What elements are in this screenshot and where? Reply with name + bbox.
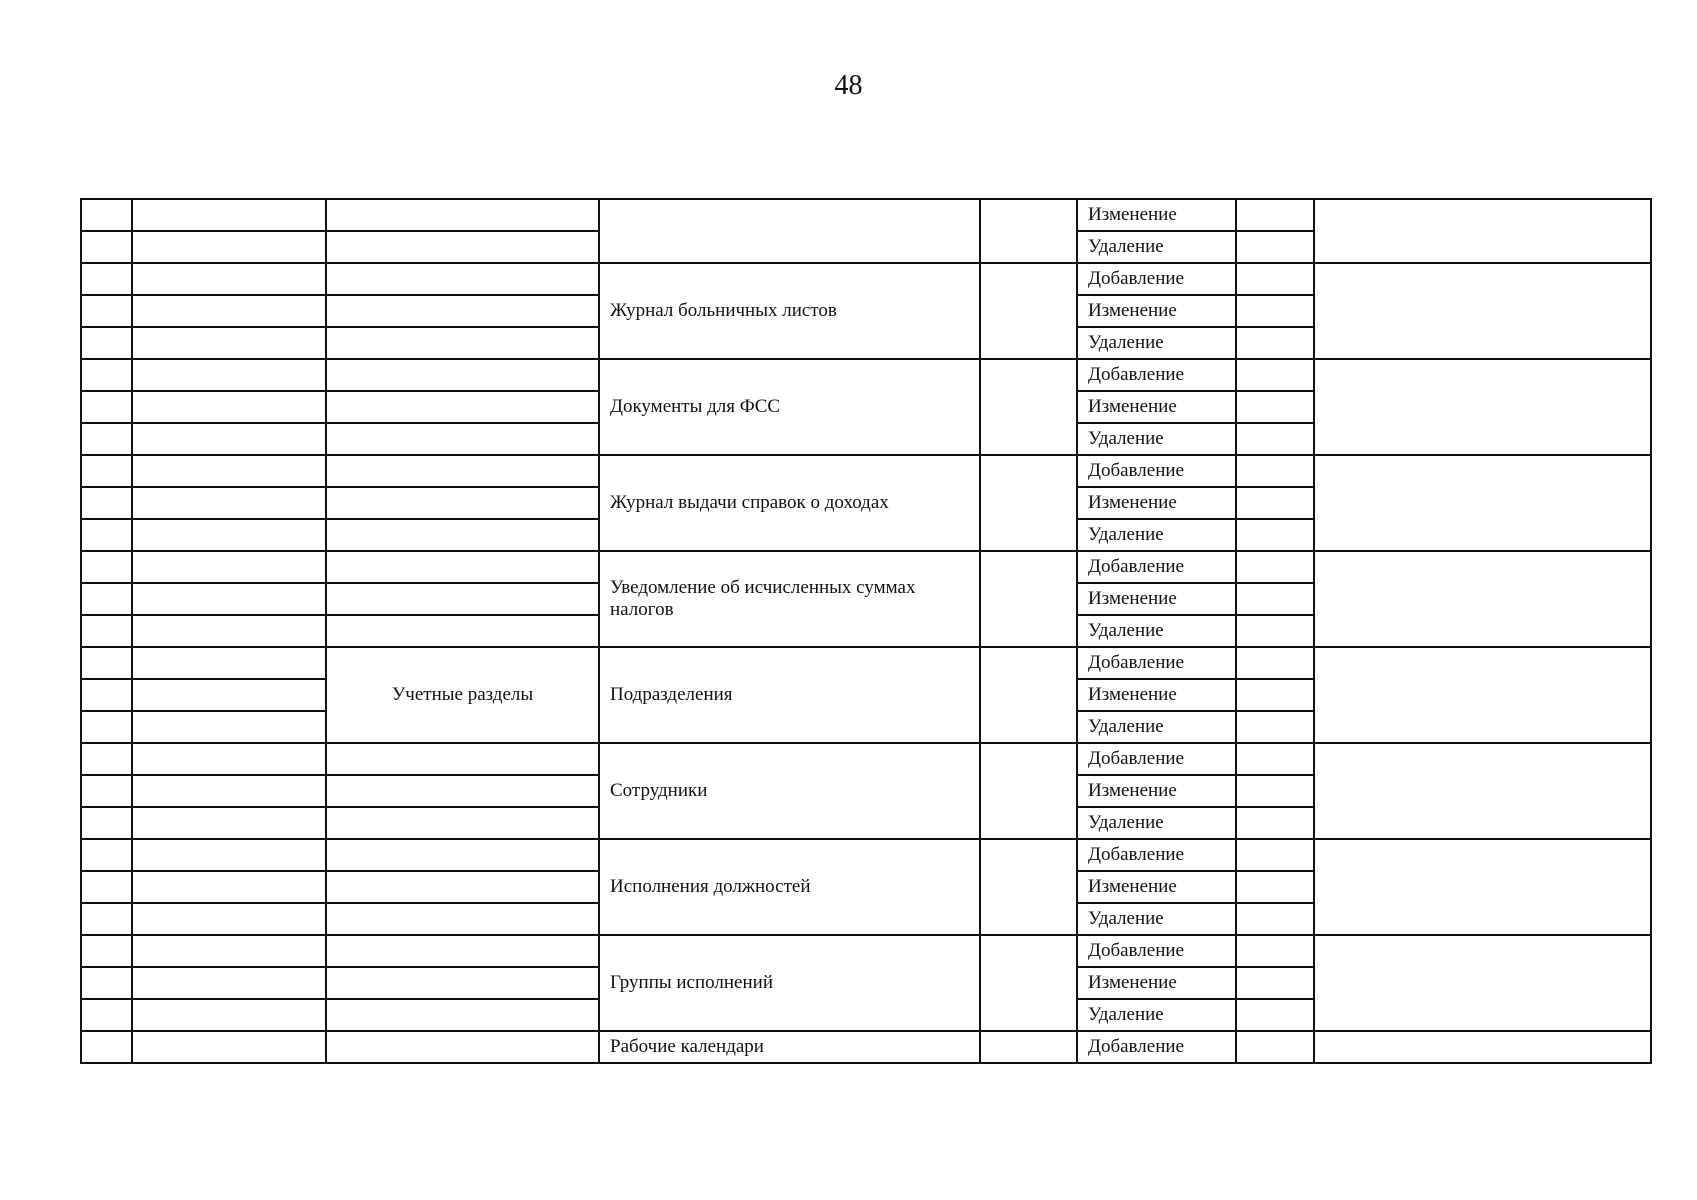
- mark-cell: [1236, 487, 1314, 519]
- number-cell: [81, 807, 132, 839]
- operation-cell: Удаление: [1077, 519, 1236, 551]
- number-cell: [81, 1031, 132, 1063]
- operation-cell: Удаление: [1077, 711, 1236, 743]
- mark-cell: [1236, 679, 1314, 711]
- number-cell: [81, 679, 132, 711]
- mark-cell: [1236, 1031, 1314, 1063]
- code-cell: [132, 327, 326, 359]
- mark-cell: [1236, 263, 1314, 295]
- code-cell: [132, 903, 326, 935]
- section-cell: [326, 615, 599, 647]
- operation-cell: Изменение: [1077, 871, 1236, 903]
- operation-cell: Удаление: [1077, 807, 1236, 839]
- mark-cell: [1236, 551, 1314, 583]
- operation-cell: Изменение: [1077, 679, 1236, 711]
- operation-cell: Удаление: [1077, 615, 1236, 647]
- section-cell: [326, 327, 599, 359]
- access-rights-table: [80, 198, 1652, 1064]
- group-extra-cell: [980, 199, 1077, 263]
- section-cell: [326, 1031, 599, 1063]
- mark-cell: [1236, 775, 1314, 807]
- mark-cell: [1236, 391, 1314, 423]
- number-cell: [81, 199, 132, 231]
- note-cell: [1314, 263, 1651, 359]
- code-cell: [132, 295, 326, 327]
- group-extra-cell: [980, 935, 1077, 1031]
- section-cell: [326, 903, 599, 935]
- note-cell: [1314, 647, 1651, 743]
- mark-cell: [1236, 903, 1314, 935]
- section-cell: [326, 231, 599, 263]
- code-cell: [132, 999, 326, 1031]
- operation-cell: Изменение: [1077, 199, 1236, 231]
- document-name-cell: Исполнения должностей: [599, 839, 980, 935]
- mark-cell: [1236, 871, 1314, 903]
- mark-cell: [1236, 711, 1314, 743]
- code-cell: [132, 583, 326, 615]
- code-cell: [132, 615, 326, 647]
- code-cell: [132, 871, 326, 903]
- mark-cell: [1236, 743, 1314, 775]
- number-cell: [81, 231, 132, 263]
- code-cell: [132, 359, 326, 391]
- table-row: [81, 1031, 1651, 1063]
- section-cell: [326, 871, 599, 903]
- table-body: [81, 199, 1651, 1063]
- section-cell: [326, 295, 599, 327]
- code-cell: [132, 487, 326, 519]
- note-cell: [1314, 359, 1651, 455]
- table-row: [81, 455, 1651, 487]
- mark-cell: [1236, 839, 1314, 871]
- section-cell: [326, 391, 599, 423]
- group-extra-cell: [980, 263, 1077, 359]
- note-cell: [1314, 199, 1651, 263]
- document-name-cell: Уведомление об исчисленных суммах налогов: [599, 551, 980, 647]
- number-cell: [81, 775, 132, 807]
- group-extra-cell: [980, 455, 1077, 551]
- number-cell: [81, 743, 132, 775]
- section-cell: [326, 519, 599, 551]
- note-cell: [1314, 743, 1651, 839]
- operation-cell: Удаление: [1077, 327, 1236, 359]
- operation-cell: Добавление: [1077, 935, 1236, 967]
- code-cell: [132, 199, 326, 231]
- mark-cell: [1236, 807, 1314, 839]
- page-number: 48: [834, 70, 863, 101]
- operation-cell: Добавление: [1077, 743, 1236, 775]
- number-cell: [81, 327, 132, 359]
- table-row: [81, 359, 1651, 391]
- document-name-cell: Подразделения: [599, 647, 980, 743]
- code-cell: [132, 647, 326, 679]
- code-cell: [132, 1031, 326, 1063]
- operation-cell: Добавление: [1077, 839, 1236, 871]
- section-cell: [326, 199, 599, 231]
- section-cell: [326, 967, 599, 999]
- note-cell: [1314, 935, 1651, 1031]
- section-cell: [326, 839, 599, 871]
- mark-cell: [1236, 967, 1314, 999]
- section-cell: [326, 359, 599, 391]
- section-cell: [326, 455, 599, 487]
- code-cell: [132, 423, 326, 455]
- number-cell: [81, 839, 132, 871]
- number-cell: [81, 967, 132, 999]
- section-cell: [326, 807, 599, 839]
- operation-cell: Добавление: [1077, 359, 1236, 391]
- code-cell: [132, 263, 326, 295]
- number-cell: [81, 455, 132, 487]
- document-name-cell: Документы для ФСС: [599, 359, 980, 455]
- code-cell: [132, 679, 326, 711]
- section-cell: [326, 935, 599, 967]
- number-cell: [81, 647, 132, 679]
- note-cell: [1314, 839, 1651, 935]
- number-cell: [81, 359, 132, 391]
- section-cell: Учетные разделы: [326, 647, 599, 743]
- code-cell: [132, 775, 326, 807]
- table-row: [81, 839, 1651, 871]
- code-cell: [132, 519, 326, 551]
- section-cell: [326, 999, 599, 1031]
- section-cell: [326, 583, 599, 615]
- number-cell: [81, 903, 132, 935]
- document-name-cell: Рабочие календари: [599, 1031, 980, 1063]
- operation-cell: Удаление: [1077, 999, 1236, 1031]
- mark-cell: [1236, 199, 1314, 231]
- section-cell: [326, 423, 599, 455]
- section-cell: [326, 775, 599, 807]
- section-cell: [326, 551, 599, 583]
- table-row: [81, 935, 1651, 967]
- document-name-cell: Журнал больничных листов: [599, 263, 980, 359]
- code-cell: [132, 839, 326, 871]
- group-extra-cell: [980, 551, 1077, 647]
- group-extra-cell: [980, 839, 1077, 935]
- code-cell: [132, 455, 326, 487]
- group-extra-cell: [980, 359, 1077, 455]
- mark-cell: [1236, 295, 1314, 327]
- operation-cell: Добавление: [1077, 647, 1236, 679]
- number-cell: [81, 295, 132, 327]
- code-cell: [132, 807, 326, 839]
- mark-cell: [1236, 455, 1314, 487]
- code-cell: [132, 935, 326, 967]
- document-name-cell: [599, 199, 980, 263]
- mark-cell: [1236, 423, 1314, 455]
- table-row: [81, 263, 1651, 295]
- number-cell: [81, 391, 132, 423]
- mark-cell: [1236, 359, 1314, 391]
- operation-cell: Удаление: [1077, 423, 1236, 455]
- number-cell: [81, 615, 132, 647]
- number-cell: [81, 711, 132, 743]
- code-cell: [132, 551, 326, 583]
- group-extra-cell: [980, 743, 1077, 839]
- operation-cell: Добавление: [1077, 1031, 1236, 1063]
- section-cell: [326, 263, 599, 295]
- note-cell: [1314, 455, 1651, 551]
- operation-cell: Удаление: [1077, 231, 1236, 263]
- code-cell: [132, 743, 326, 775]
- operation-cell: Добавление: [1077, 263, 1236, 295]
- code-cell: [132, 391, 326, 423]
- group-extra-cell: [980, 1031, 1077, 1063]
- operation-cell: Добавление: [1077, 551, 1236, 583]
- code-cell: [132, 231, 326, 263]
- number-cell: [81, 871, 132, 903]
- table-row: [81, 551, 1651, 583]
- mark-cell: [1236, 647, 1314, 679]
- note-cell: [1314, 551, 1651, 647]
- document-name-cell: Группы исполнений: [599, 935, 980, 1031]
- operation-cell: Изменение: [1077, 295, 1236, 327]
- number-cell: [81, 935, 132, 967]
- mark-cell: [1236, 583, 1314, 615]
- mark-cell: [1236, 935, 1314, 967]
- table-row: [81, 199, 1651, 231]
- number-cell: [81, 487, 132, 519]
- document-name-cell: Сотрудники: [599, 743, 980, 839]
- code-cell: [132, 967, 326, 999]
- mark-cell: [1236, 999, 1314, 1031]
- number-cell: [81, 551, 132, 583]
- code-cell: [132, 711, 326, 743]
- operation-cell: Изменение: [1077, 583, 1236, 615]
- section-cell: [326, 487, 599, 519]
- mark-cell: [1236, 231, 1314, 263]
- note-cell: [1314, 1031, 1651, 1063]
- document-name-cell: Журнал выдачи справок о доходах: [599, 455, 980, 551]
- number-cell: [81, 999, 132, 1031]
- table-row: [81, 743, 1651, 775]
- table-row: [81, 647, 1651, 679]
- group-extra-cell: [980, 647, 1077, 743]
- number-cell: [81, 583, 132, 615]
- number-cell: [81, 423, 132, 455]
- mark-cell: [1236, 519, 1314, 551]
- section-cell: [326, 743, 599, 775]
- number-cell: [81, 263, 132, 295]
- number-cell: [81, 519, 132, 551]
- operation-cell: Изменение: [1077, 775, 1236, 807]
- operation-cell: Изменение: [1077, 391, 1236, 423]
- operation-cell: Изменение: [1077, 967, 1236, 999]
- operation-cell: Изменение: [1077, 487, 1236, 519]
- operation-cell: Удаление: [1077, 903, 1236, 935]
- mark-cell: [1236, 327, 1314, 359]
- mark-cell: [1236, 615, 1314, 647]
- operation-cell: Добавление: [1077, 455, 1236, 487]
